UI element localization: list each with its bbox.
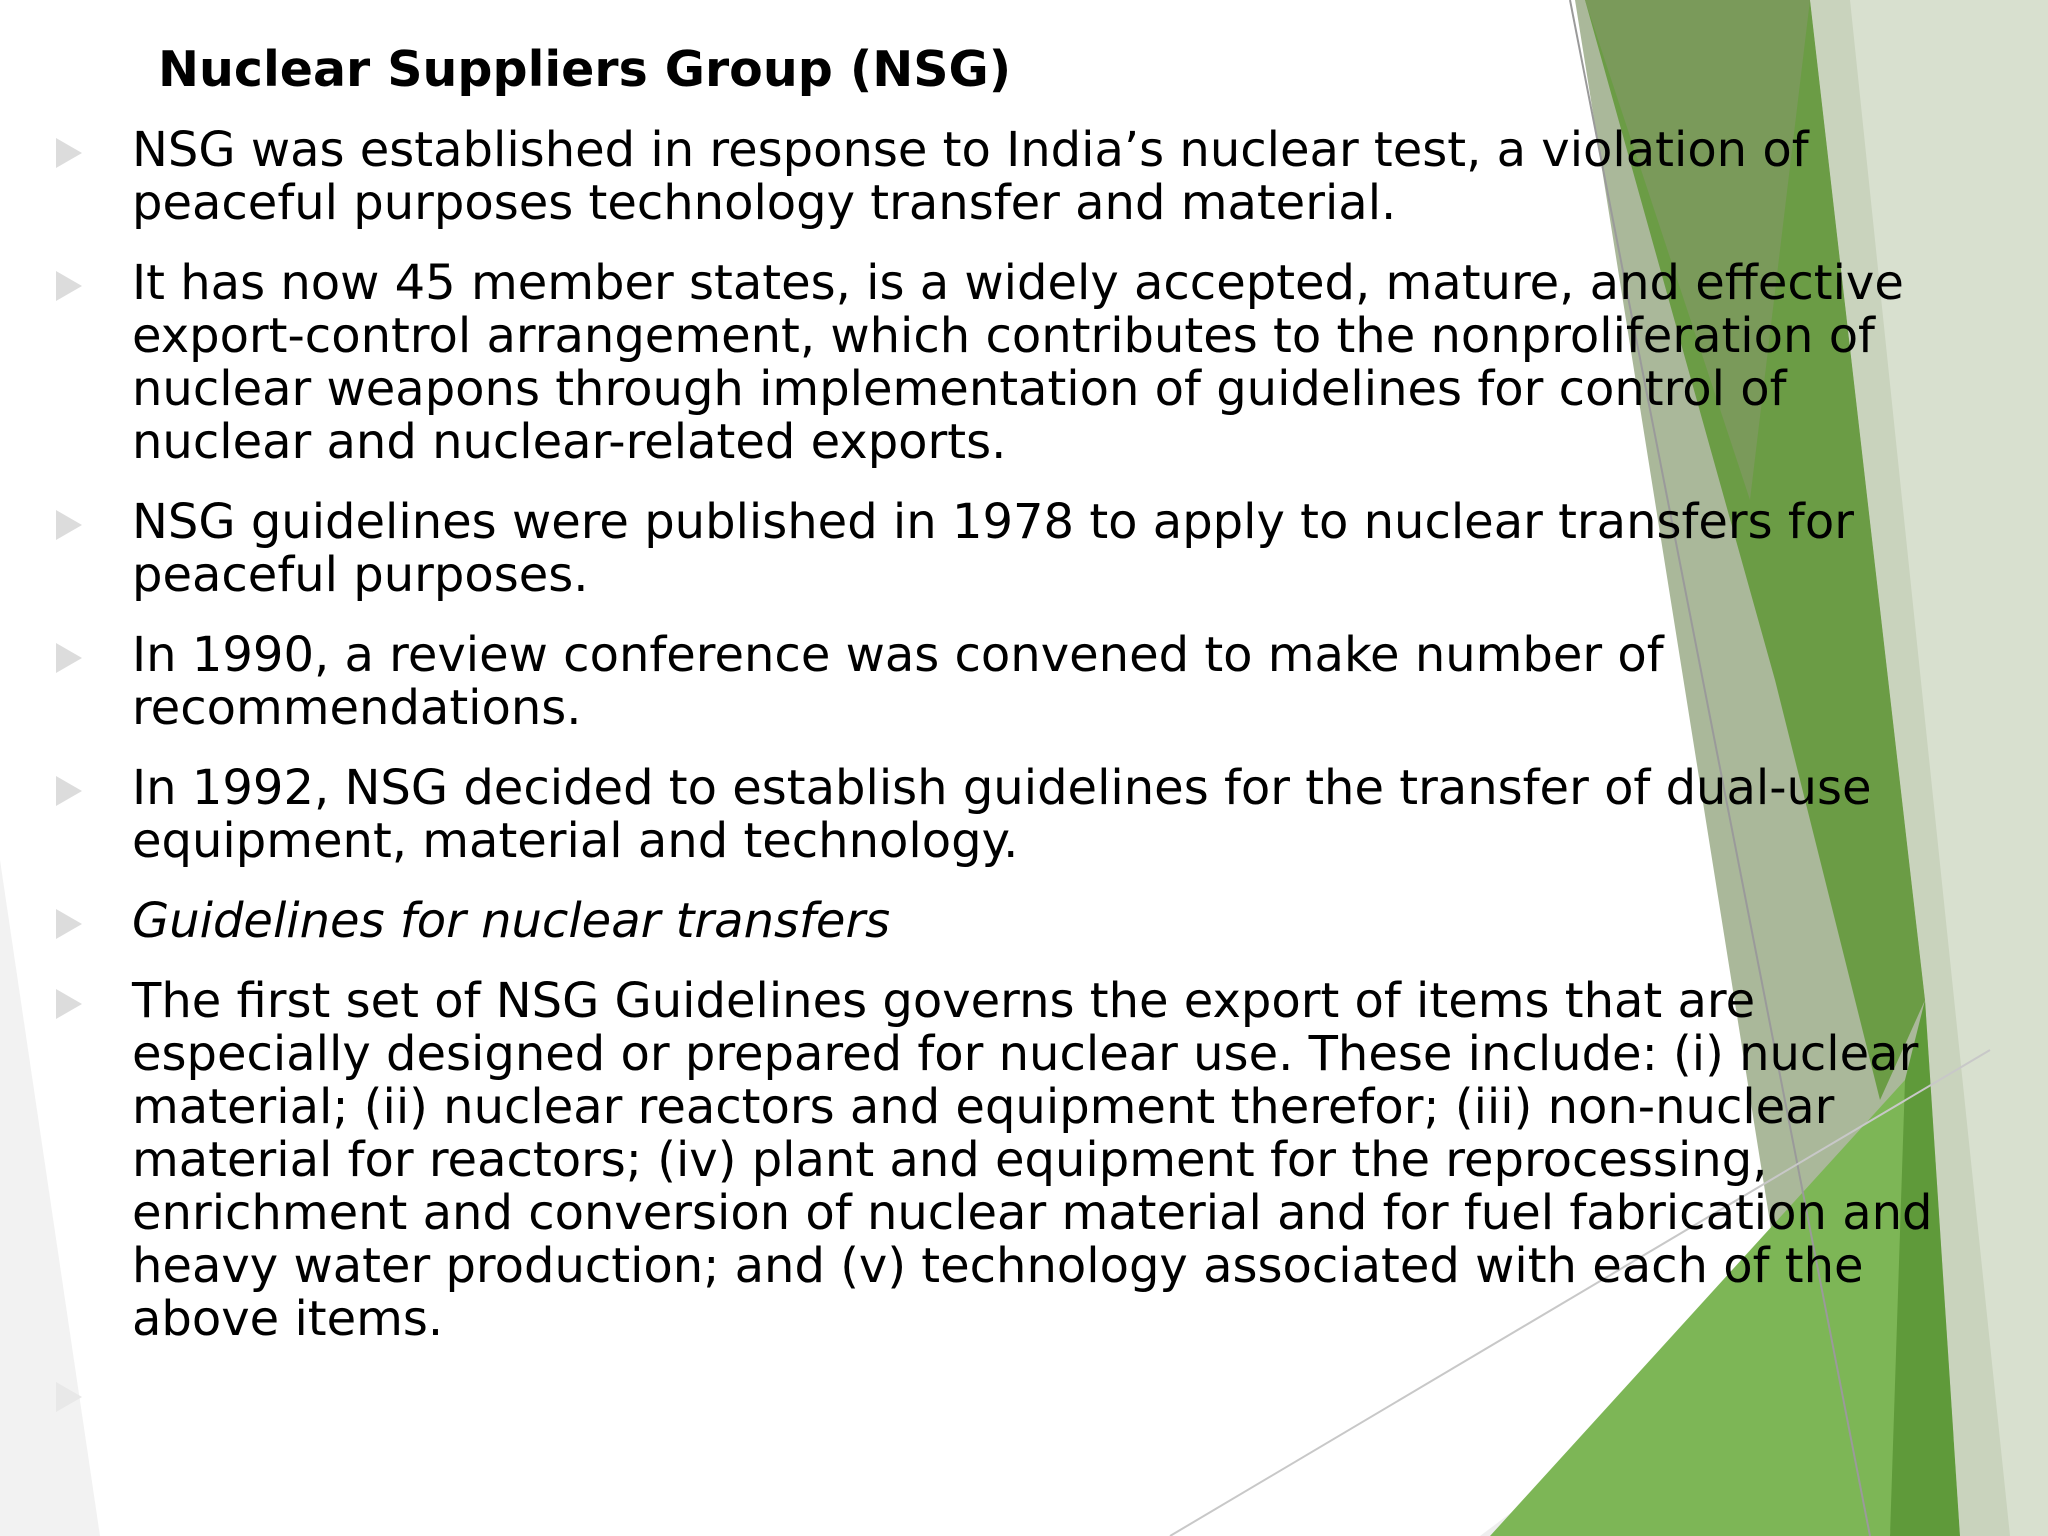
triangle-right-icon [56, 776, 82, 806]
slide-title: Nuclear Suppliers Group (NSG) [158, 41, 1012, 98]
bullet-item [132, 629, 2012, 735]
bullet-text: The first set of NSG Guidelines governs the export of items that are especially designed or prepared for nuclear use. These include: (i) nuclear material; (ii) nuclear reactors and equipment therefor; (iii) non-nuclear material for reactors; (iv) plant and equipment for the reprocessing, enrichment and conversion of nuclear material and for fuel fabrication and heavy water production; and (v) technology associated with each of the above items. [132, 973, 1933, 1347]
bullet-text: In 1990, a review conference was convened to make number of recommendations. [132, 627, 1664, 736]
triangle-right-icon [56, 510, 82, 540]
bullet-item [132, 975, 2012, 1346]
bullet-text: In 1992, NSG decided to establish guidelines for the transfer of dual-use equipment, material and technology. [132, 760, 1872, 869]
bullet-text: NSG was established in response to India’s nuclear test, a violation of peaceful purposes technology transfer and material. [132, 122, 1809, 231]
triangle-right-icon [56, 643, 82, 673]
empty-bullet-triangle-icon [56, 1382, 82, 1412]
triangle-right-icon [56, 271, 82, 301]
bullet-text: NSG guidelines were published in 1978 to apply to nuclear transfers for peaceful purposes. [132, 494, 1854, 603]
triangle-right-icon [56, 138, 82, 168]
triangle-right-icon [56, 909, 82, 939]
bullet-text: Guidelines for nuclear transfers [132, 893, 891, 949]
bullet-list [132, 124, 2012, 1373]
bullet-item-subheading [132, 895, 2012, 948]
bullet-item [132, 124, 2012, 230]
bullet-item [132, 496, 2012, 602]
bullet-text: It has now 45 member states, is a widely accepted, mature, and effective export-control arrangement, which contributes to the nonproliferation of nuclear weapons through implementation of guidelines for control of nuclear and nuclear-related exports. [132, 255, 1904, 470]
left-gray-wedge [0, 860, 100, 1536]
bullet-item [132, 762, 2012, 868]
bullet-item [132, 257, 2012, 469]
triangle-right-icon [56, 989, 82, 1019]
